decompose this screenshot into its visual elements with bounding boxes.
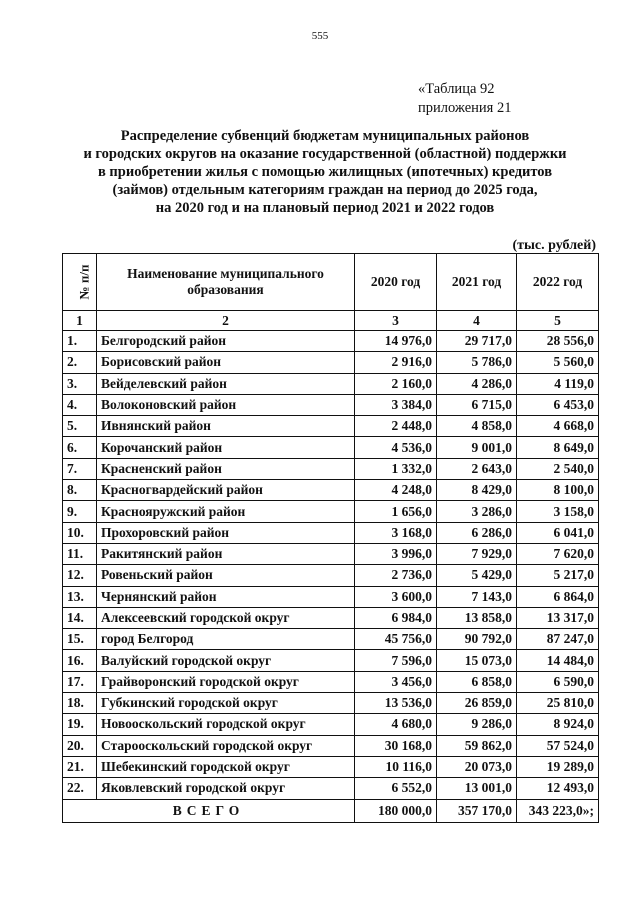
column-number: 1 [63, 311, 97, 331]
value-2022-cell: 19 289,0 [517, 756, 599, 777]
row-number-cell: 5. [63, 416, 97, 437]
value-2022-cell: 8 100,0 [517, 480, 599, 501]
table-row [63, 586, 599, 607]
column-number: 4 [437, 311, 517, 331]
value-2022-cell: 6 590,0 [517, 671, 599, 692]
value-2020-cell: 1 656,0 [355, 501, 437, 522]
table-row [63, 331, 599, 352]
table-header-row [63, 254, 599, 311]
value-2021-cell: 90 792,0 [437, 629, 517, 650]
value-2020-cell: 6 984,0 [355, 607, 437, 628]
column-number: 3 [355, 311, 437, 331]
municipality-name-cell: Новооскольский городской округ [97, 714, 355, 735]
row-number-cell: 18. [63, 693, 97, 714]
header-row-number: № п/п [63, 254, 97, 311]
row-number-cell: 8. [63, 480, 97, 501]
table-row [63, 501, 599, 522]
value-2022-cell: 13 317,0 [517, 607, 599, 628]
value-2021-cell: 5 429,0 [437, 565, 517, 586]
value-2022-cell: 3 158,0 [517, 501, 599, 522]
column-number: 2 [97, 311, 355, 331]
row-number-cell: 10. [63, 522, 97, 543]
value-2022-cell: 4 119,0 [517, 373, 599, 394]
value-2022-cell: 6 864,0 [517, 586, 599, 607]
value-2020-cell: 4 680,0 [355, 714, 437, 735]
municipality-name-cell: Ивнянский район [97, 416, 355, 437]
value-2022-cell: 28 556,0 [517, 331, 599, 352]
table-row [63, 373, 599, 394]
value-2022-cell: 6 041,0 [517, 522, 599, 543]
municipality-name-cell: Борисовский район [97, 352, 355, 373]
table-row [63, 693, 599, 714]
value-2022-cell: 87 247,0 [517, 629, 599, 650]
column-number-row [63, 311, 599, 331]
total-2021: 357 170,0 [437, 799, 517, 822]
value-2020-cell: 13 536,0 [355, 693, 437, 714]
value-2021-cell: 13 858,0 [437, 607, 517, 628]
value-2020-cell: 45 756,0 [355, 629, 437, 650]
row-number-cell: 12. [63, 565, 97, 586]
municipality-name-cell: Красненский район [97, 458, 355, 479]
table-row [63, 352, 599, 373]
municipality-name-cell: Вейделевский район [97, 373, 355, 394]
value-2020-cell: 2 448,0 [355, 416, 437, 437]
table-row [63, 416, 599, 437]
row-number-cell: 21. [63, 756, 97, 777]
municipality-name-cell: Старооскольский городской округ [97, 735, 355, 756]
row-number-cell: 16. [63, 650, 97, 671]
municipality-name-cell: Волоконовский район [97, 394, 355, 415]
value-2021-cell: 2 643,0 [437, 458, 517, 479]
value-2022-cell: 8 649,0 [517, 437, 599, 458]
municipality-name-cell: Алексеевский городской округ [97, 607, 355, 628]
header-municipality [97, 254, 355, 311]
total-2022: 343 223,0»; [517, 799, 599, 822]
title-line-4: (займов) отдельным категориям граждан на период до 2025 года, [112, 182, 538, 198]
value-2020-cell: 4 248,0 [355, 480, 437, 501]
municipality-name-cell: Краснояружский район [97, 501, 355, 522]
municipality-name-cell: Прохоровский район [97, 522, 355, 543]
value-2020-cell: 4 536,0 [355, 437, 437, 458]
title-line-1: Распределение субвенций бюджетам муниципальных районов [120, 128, 530, 144]
value-2021-cell: 5 786,0 [437, 352, 517, 373]
value-2022-cell: 25 810,0 [517, 693, 599, 714]
value-2021-cell: 13 001,0 [437, 778, 517, 799]
value-2021-cell: 7 929,0 [437, 543, 517, 564]
table-row [63, 437, 599, 458]
value-2020-cell: 3 456,0 [355, 671, 437, 692]
value-2021-cell: 6 286,0 [437, 522, 517, 543]
value-2020-cell: 3 384,0 [355, 394, 437, 415]
value-2020-cell: 2 160,0 [355, 373, 437, 394]
value-2021-cell: 8 429,0 [437, 480, 517, 501]
value-2022-cell: 5 560,0 [517, 352, 599, 373]
municipality-name-cell: Губкинский городской округ [97, 693, 355, 714]
table-row [63, 458, 599, 479]
total-2020: 180 000,0 [355, 799, 437, 822]
municipality-name-cell: Красногвардейский район [97, 480, 355, 501]
value-2021-cell: 6 715,0 [437, 394, 517, 415]
table-reference-line-2: приложения 21 [418, 100, 512, 116]
table-row [63, 522, 599, 543]
value-2022-cell: 12 493,0 [517, 778, 599, 799]
value-2020-cell: 3 996,0 [355, 543, 437, 564]
municipality-name-cell: Ровеньский район [97, 565, 355, 586]
municipality-name-cell: Чернянский район [97, 586, 355, 607]
value-2020-cell: 30 168,0 [355, 735, 437, 756]
value-2021-cell: 9 001,0 [437, 437, 517, 458]
header-municipality-line-2: образования [187, 282, 264, 297]
value-2022-cell: 7 620,0 [517, 543, 599, 564]
title-line-5: на 2020 год и на плановый период 2021 и 2022 годов [155, 200, 495, 216]
title-line-3: в приобретении жилья с помощью жилищных (ипотечных) кредитов [97, 164, 553, 180]
value-2022-cell: 5 217,0 [517, 565, 599, 586]
value-2022-cell: 14 484,0 [517, 650, 599, 671]
value-2021-cell: 15 073,0 [437, 650, 517, 671]
value-2020-cell: 10 116,0 [355, 756, 437, 777]
municipality-name-cell: Валуйский городской округ [97, 650, 355, 671]
total-row [63, 799, 599, 822]
value-2022-cell: 6 453,0 [517, 394, 599, 415]
table-row [63, 565, 599, 586]
header-2022: 2022 год [517, 254, 599, 311]
table-row [63, 394, 599, 415]
table-row [63, 778, 599, 799]
row-number-cell: 19. [63, 714, 97, 735]
table-row [63, 480, 599, 501]
subvention-table [62, 253, 599, 823]
row-number-cell: 7. [63, 458, 97, 479]
row-number-cell: 9. [63, 501, 97, 522]
value-2020-cell: 2 916,0 [355, 352, 437, 373]
municipality-name-cell: Грайворонский городской округ [97, 671, 355, 692]
value-2022-cell: 57 524,0 [517, 735, 599, 756]
value-2020-cell: 3 168,0 [355, 522, 437, 543]
municipality-name-cell: Корочанский район [97, 437, 355, 458]
row-number-cell: 11. [63, 543, 97, 564]
value-2021-cell: 7 143,0 [437, 586, 517, 607]
row-number-cell: 15. [63, 629, 97, 650]
row-number-cell: 14. [63, 607, 97, 628]
table-row [63, 714, 599, 735]
column-number: 5 [517, 311, 599, 331]
row-number-cell: 6. [63, 437, 97, 458]
value-2021-cell: 4 858,0 [437, 416, 517, 437]
row-number-cell: 3. [63, 373, 97, 394]
row-number-cell: 20. [63, 735, 97, 756]
value-2020-cell: 6 552,0 [355, 778, 437, 799]
row-number-cell: 4. [63, 394, 97, 415]
table-row [63, 543, 599, 564]
value-2021-cell: 26 859,0 [437, 693, 517, 714]
value-2020-cell: 7 596,0 [355, 650, 437, 671]
municipality-name-cell: Ракитянский район [97, 543, 355, 564]
value-2020-cell: 1 332,0 [355, 458, 437, 479]
header-municipality-line-1: Наименование муниципального [127, 266, 324, 281]
value-2022-cell: 2 540,0 [517, 458, 599, 479]
table-reference-line-1: «Таблица 92 [418, 81, 495, 97]
municipality-name-cell: Белгородский район [97, 331, 355, 352]
value-2020-cell: 14 976,0 [355, 331, 437, 352]
table-row [63, 629, 599, 650]
value-2021-cell: 6 858,0 [437, 671, 517, 692]
municipality-name-cell: город Белгород [97, 629, 355, 650]
value-2020-cell: 3 600,0 [355, 586, 437, 607]
header-2020: 2020 год [355, 254, 437, 311]
row-number-cell: 17. [63, 671, 97, 692]
row-number-cell: 13. [63, 586, 97, 607]
table-reference [418, 80, 511, 118]
row-number-cell: 22. [63, 778, 97, 799]
value-2021-cell: 4 286,0 [437, 373, 517, 394]
table-row [63, 756, 599, 777]
value-2021-cell: 20 073,0 [437, 756, 517, 777]
page-number: 555 [311, 30, 329, 42]
municipality-name-cell: Яковлевский городской округ [97, 778, 355, 799]
total-label: ВСЕГО [63, 799, 355, 822]
table-row [63, 650, 599, 671]
table-row [63, 607, 599, 628]
value-2021-cell: 29 717,0 [437, 331, 517, 352]
units-label: (тыс. рублей) [512, 238, 596, 253]
value-2020-cell: 2 736,0 [355, 565, 437, 586]
value-2022-cell: 4 668,0 [517, 416, 599, 437]
row-number-cell: 1. [63, 331, 97, 352]
value-2021-cell: 9 286,0 [437, 714, 517, 735]
row-number-cell: 2. [63, 352, 97, 373]
table-row [63, 671, 599, 692]
document-title [60, 127, 590, 217]
header-2021: 2021 год [437, 254, 517, 311]
table-row [63, 735, 599, 756]
value-2021-cell: 3 286,0 [437, 501, 517, 522]
municipality-name-cell: Шебекинский городской округ [97, 756, 355, 777]
value-2021-cell: 59 862,0 [437, 735, 517, 756]
title-line-2: и городских округов на оказание государственной (областной) поддержки [83, 146, 567, 162]
value-2022-cell: 8 924,0 [517, 714, 599, 735]
